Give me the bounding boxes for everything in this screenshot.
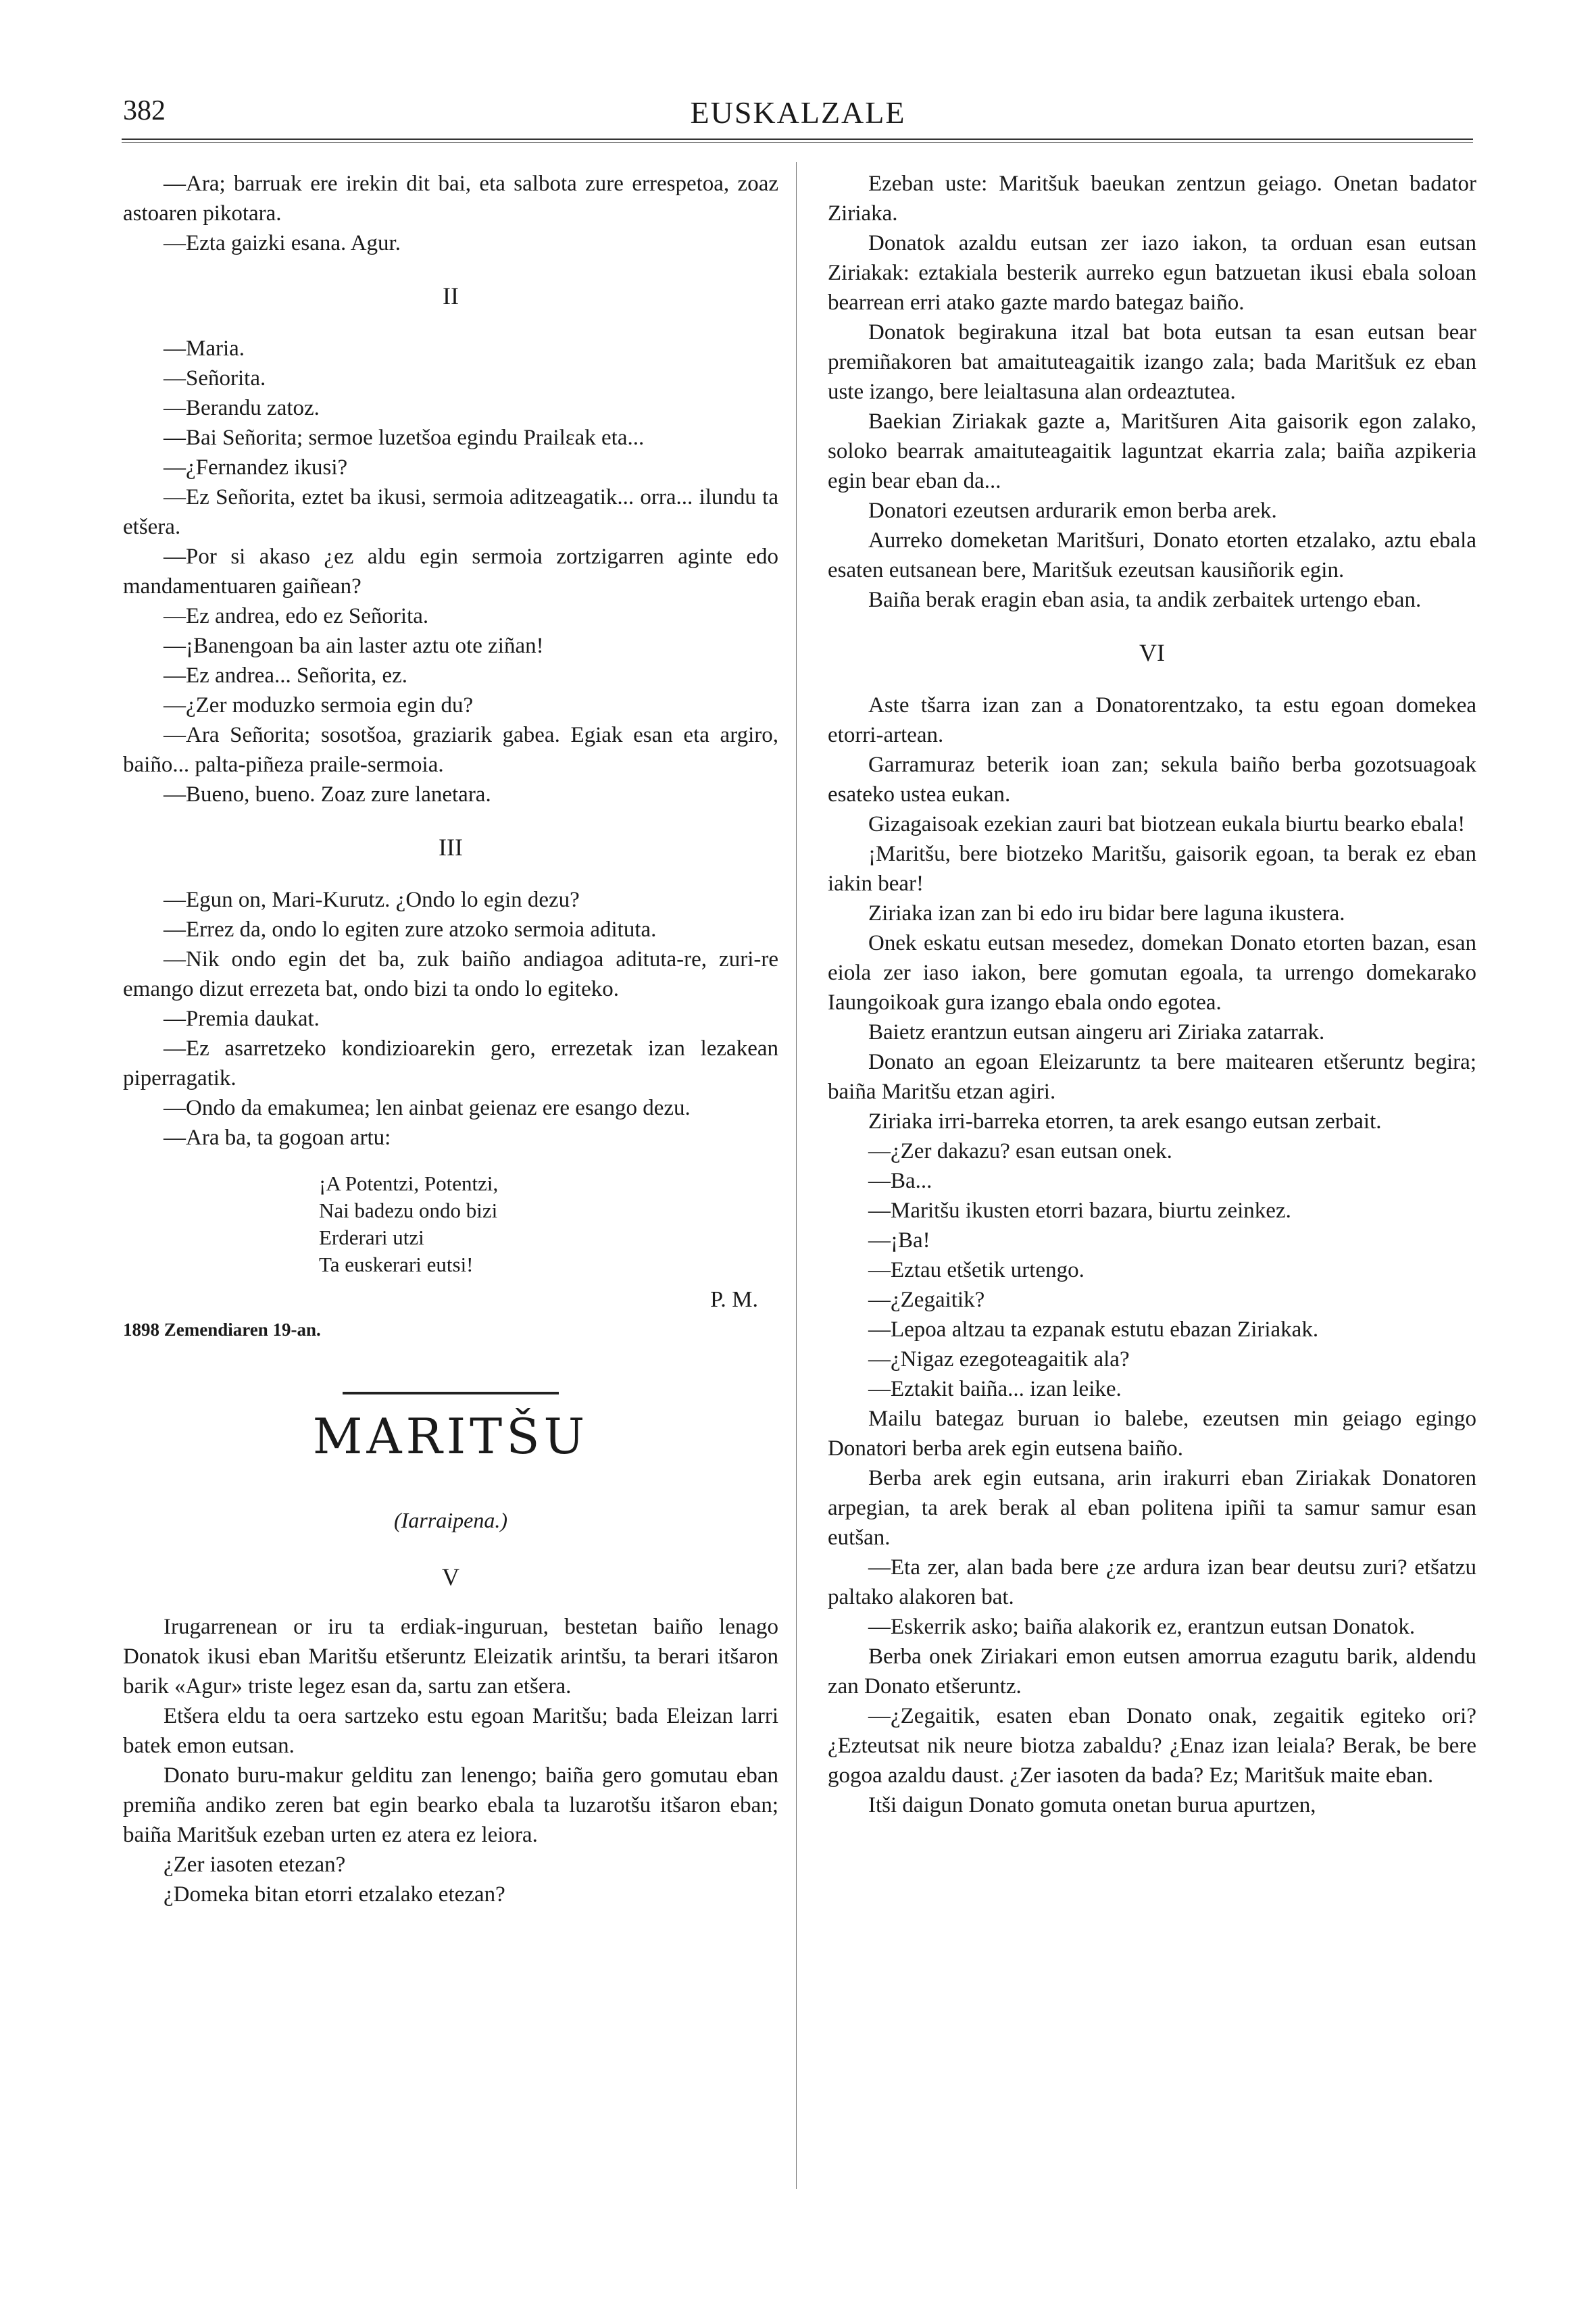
paragraph: —Eztakit baiña... izan leike. [868, 1377, 1122, 1401]
paragraph: Garramuraz beterik ioan zan; sekula baiño berba gozotsuagoak esateko ustea eukan. [828, 753, 1476, 807]
paragraph: Ziriaka izan zan bi edo iru bidar bere laguna ikustera. [868, 901, 1345, 926]
paragraph: —¿Nigaz ezegoteagaitik ala? [868, 1347, 1130, 1372]
column-divider [796, 162, 797, 2189]
paragraph: Onek eskatu eutsan mesedez, domekan Donato etorten bazan, esan eiola zer iaso iakon, bere gomutan egoala, ta urrengo domekarako Iaungoikoak gura izango ebala ondo egotea. [828, 931, 1476, 1015]
paragraph: —Maria. [164, 336, 245, 361]
paragraph: —¿Zer dakazu? esan eutsan onek. [868, 1139, 1172, 1163]
paragraph: —Bueno, bueno. Zoaz zure lanetara. [164, 782, 491, 807]
paragraph: Donatok azaldu eutsan zer iazo iakon, ta orduan esan eutsan Ziriakak: eztakiala besterik aurreko egun batzuetan ikusi ebala soloan bearrean erri atako gazte mardo bategaz baiño. [828, 231, 1476, 315]
verse-line: Nai badezu ondo bizi [319, 1199, 498, 1222]
paragraph: Ezeban uste: Maritšuk baeukan zentzun geiago. Onetan badator Ziriaka. [828, 172, 1476, 226]
verse-line: ¡A Potentzi, Potentzi, [319, 1172, 499, 1195]
paragraph: —Por si akaso ¿ez aldu egin sermoia zortzigarren aginte edo mandamentuaren gaiñean? [123, 545, 778, 599]
page-number: 382 [123, 95, 166, 126]
paragraph: Ziriaka irri-barreka etorren, ta arek esango eutsan zerbait. [868, 1109, 1382, 1134]
paragraph: —Eta zer, alan bada bere ¿ze ardura izan bear deutsu zuri? etšatzu paltako alakoren bat. [828, 1555, 1476, 1609]
paragraph: —Ez andrea... Señorita, ez. [164, 663, 408, 688]
paragraph: —Ez asarretzeko kondizioarekin gero, errezetak izan lezakean piperragatik. [123, 1036, 778, 1090]
paragraph: —¿Fernandez ikusi? [164, 455, 348, 480]
date-line: 1898 Zemendiaren 19-an. [123, 1319, 321, 1340]
section-heading-ii: II [443, 282, 459, 309]
paragraph: Aste tšarra izan zan a Donatorentzako, ta estu egoan domekea etorri-artean. [828, 693, 1476, 747]
paragraph: Irugarrenean or iru ta erdiak-inguruan, bestetan baiño lenago Donatok ikusi eban Maritšu etšeruntz Eleizatik arintšu, ta berari itšaron barik «Agur» triste legez esan da, sartu zan etšera. [123, 1615, 778, 1699]
paragraph: —Premia daukat. [164, 1007, 320, 1031]
paragraph: —Nik ondo egin det ba, zuk baiño andiagoa adituta-re, zuri-re emango dizut errezeta bat, ondo bizi ta ondo lo egiteko. [123, 947, 778, 1001]
paragraph: Baietz erantzun eutsan aingeru ari Ziriaka zatarrak. [868, 1020, 1325, 1045]
paragraph: —¿Zegaitik, esaten eban Donato onak, zegaitik egiteko ori? ¿Ezteutsat nik neure biotza zabaldu? ¿Enaz izan leiala? Berak, be bere gogoa azaldu daust. ¿Zer iasoten da bada? Ez; Maritšuk maite eban. [828, 1704, 1476, 1788]
paragraph: —Ba... [868, 1169, 932, 1193]
paragraph: —Eskerrik asko; baiña alakorik ez, erantzun eutsan Donatok. [868, 1615, 1416, 1639]
paragraph: —Errez da, ondo lo egiten zure atzoko sermoia adituta. [164, 917, 657, 942]
left-column [123, 169, 778, 1909]
paragraph: Donatok begirakuna itzal bat bota eutsan ta esan eutsan bear premiñakoren bat amaituteagaitik izango zala; bada Maritšuk ez eban uste izango, bere leialtasuna alan ordeaztutea. [828, 320, 1476, 404]
paragraph: ¡Maritšu, bere biotzeko Maritšu, gaisorik egoan, ta berak ez eban iakin bear! [828, 842, 1476, 896]
paragraph: Itši daigun Donato gomuta onetan burua apurtzen, [868, 1793, 1316, 1817]
paragraph: —Ondo da emakumea; len ainbat geienaz ere esango dezu. [164, 1096, 691, 1120]
title-rule [343, 1392, 559, 1394]
paragraph: Etšera eldu ta oera sartzeko estu egoan Maritšu; bada Eleizan larri batek emon eutsan. [123, 1704, 778, 1758]
verse-line: Ta euskerari eutsi! [319, 1253, 474, 1276]
paragraph: —Lepoa altzau ta ezpanak estutu ebazan Ziriakak. [868, 1317, 1319, 1342]
paragraph: —Egun on, Mari-Kurutz. ¿Ondo lo egin dezu? [164, 888, 580, 912]
paragraph: ¿Domeka bitan etorri etzalako etezan? [164, 1882, 505, 1907]
paragraph: Mailu bategaz buruan io balebe, ezeutsen min geiago egingo Donatori berba arek egin eutsena baiño. [828, 1407, 1476, 1461]
paragraph: Donato buru-makur gelditu zan lenengo; baiña gero gomutau eban premiña andiko zeren bat egin bearko ebala ta luzarotšu itšaron eban; baiña Maritšuk ezeban urten ez atera ez leiora. [123, 1763, 778, 1847]
header-rule [122, 139, 1473, 143]
paragraph: Berba onek Ziriakari emon eutsen amorrua ezagutu barik, aldendu zan Donato etšeruntz. [828, 1644, 1476, 1699]
section-heading-iii: III [439, 834, 463, 861]
paragraph: Baiña berak eragin eban asia, ta andik zerbaitek urtengo eban. [868, 588, 1422, 612]
story-subtitle: (Iarraipena.) [394, 1508, 507, 1532]
section-heading-vi: VI [1139, 639, 1165, 666]
paragraph: —Bai Señorita; sermoe luzetšoa egindu Prailεak eta... [164, 426, 645, 450]
paragraph: Gizagaisoak ezekian zauri bat biotzean eukala biurtu bearko ebala! [868, 812, 1466, 836]
verse-block [319, 1170, 778, 1278]
paragraph: —¡Ba! [868, 1228, 930, 1253]
author-signature: P. M. [710, 1287, 758, 1312]
paragraph: —¿Zegaitik? [868, 1288, 985, 1312]
paragraph: —Señorita. [164, 366, 266, 391]
paragraph: Donatori ezeutsen ardurarik emon berba arek. [868, 499, 1277, 523]
paragraph: —¡Banengoan ba ain laster aztu ote ziñan! [164, 634, 544, 658]
verse-line: Erderari utzi [319, 1226, 424, 1249]
paragraph: —Ara; barruak ere irekin dit bai, eta salbota zure errespetoa, zoaz astoaren pikotara. [123, 172, 778, 226]
paragraph: —Maritšu ikusten etorri bazara, biurtu zeinkez. [868, 1199, 1291, 1223]
section-heading-v: V [442, 1563, 459, 1590]
paragraph: —Eztau etšetik urtengo. [868, 1258, 1084, 1282]
paragraph: Berba arek egin eutsana, arin irakurri eban Ziriakak Donatoren arpegian, ta arek berak al eban politena ipiñi ta samur samur esan eutšan. [828, 1466, 1476, 1550]
paragraph: —Ezta gaizki esana. Agur. [164, 231, 401, 255]
paragraph: —Ara Señorita; sosotšoa, graziarik gabea. Egiak esan eta argiro, baiño... palta-piñeza praile-sermoia. [123, 723, 778, 777]
paragraph: —Ez andrea, edo ez Señorita. [164, 604, 429, 628]
story-title: MARITŠU [312, 1408, 589, 1465]
running-title: EUSKALZALE [690, 95, 906, 130]
paragraph: Donato an egoan Eleizaruntz ta bere maitearen etšeruntz begira; baiña Maritšu etzan agiri. [828, 1050, 1476, 1104]
right-column [828, 169, 1476, 1820]
paragraph: —¿Zer moduzko sermoia egin du? [164, 693, 474, 718]
paragraph: —Berandu zatoz. [164, 396, 320, 420]
paragraph: —Ez Señorita, eztet ba ikusi, sermoia aditzeagatik... orra... ilundu ta etšera. [123, 485, 778, 539]
paragraph: —Ara ba, ta gogoan artu: [164, 1126, 391, 1150]
paragraph: ¿Zer iasoten etezan? [164, 1853, 346, 1877]
paragraph: Baekian Ziriakak gazte a, Maritšuren Aita gaisorik egon zalako, soloko bearrak amaituteagaitik laguntzat ekarria zala; baiña azpikeria egin bear eban da... [828, 409, 1476, 493]
paragraph: Aurreko domeketan Maritšuri, Donato etorten etzalako, aztu ebala esaten eutsanean bere, Maritšuk ezeutsan kausiñorik egin. [828, 528, 1476, 582]
